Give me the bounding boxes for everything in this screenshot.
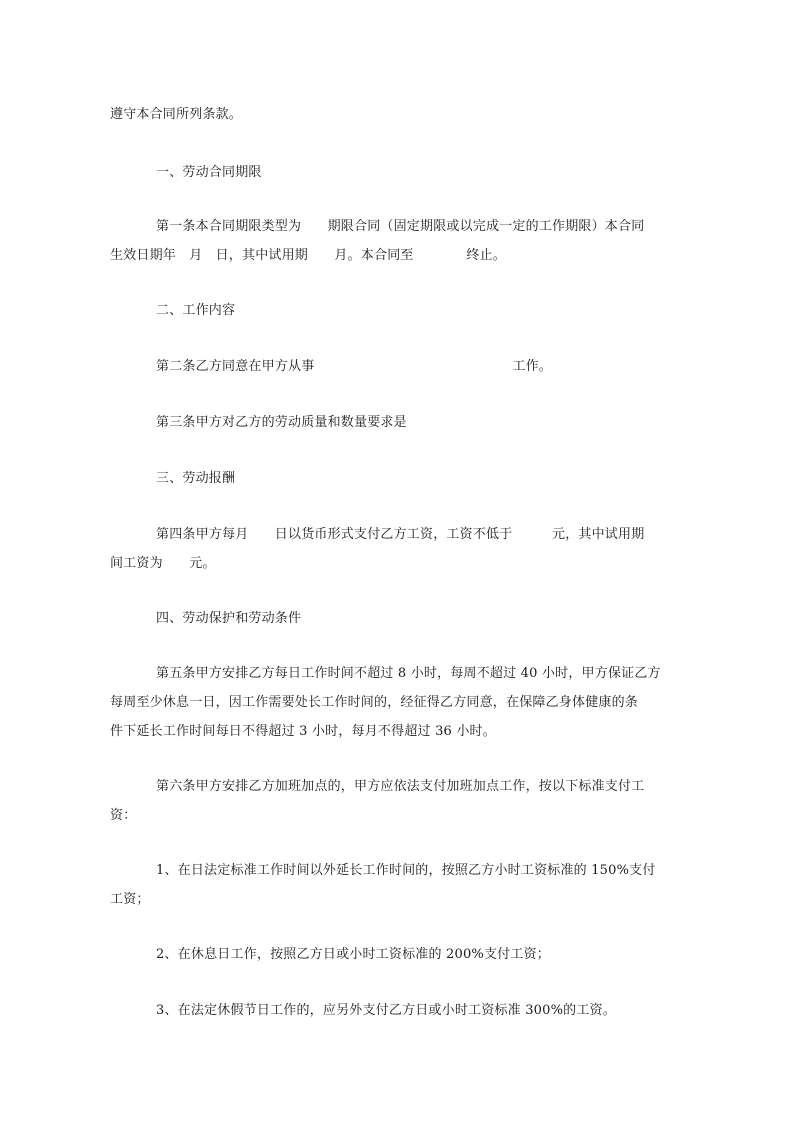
section-heading: 一、劳动合同期限	[156, 165, 262, 180]
text-line: 第一条本合同期限类型为 期限合同（固定期限或以完成一定的工作期限）本合同	[156, 219, 645, 234]
text-line: 第六条甲方安排乙方加班加点的，甲方应依法支付加班加点工作，按以下标准支付工	[156, 779, 645, 794]
text-line: 资：	[110, 808, 137, 823]
text-line: 间工资为 元。	[110, 556, 216, 571]
text-line: 第二条乙方同意在甲方从事 工作。	[156, 359, 553, 374]
list-item: 1、在日法定标准工作时间以外延长工作时间的，按照乙方小时工资标准的 150%支付	[156, 863, 656, 878]
text-line: 生效日期年 月 日，其中试用期 月。本合同至 终止。	[110, 248, 507, 263]
list-item-continuation: 工资；	[110, 892, 150, 907]
section-heading: 二、工作内容	[156, 303, 236, 318]
text-line: 第三条甲方对乙方的劳动质量和数量要求是	[156, 415, 407, 430]
section-heading: 三、劳动报酬	[156, 471, 236, 486]
section-heading: 四、劳动保护和劳动条件	[156, 611, 302, 626]
text-line: 第五条甲方安排乙方每日工作时间不超过 8 小时，每周不超过 40 小时，甲方保证乙方	[156, 666, 661, 681]
text-line: 遵守本合同所列条款。	[110, 107, 243, 122]
list-item: 2、在休息日工作，按照乙方日或小时工资标准的 200%支付工资；	[156, 947, 550, 962]
list-item: 3、在法定休假节日工作的，应另外支付乙方日或小时工资标准 300%的工资。	[156, 1003, 616, 1018]
text-line: 第四条甲方每月 日以货币形式支付乙方工资，工资不低于 元，其中试用期	[156, 527, 645, 542]
text-line: 件下延长工作时间每日不得超过 3 小时，每月不得超过 36 小时。	[110, 724, 496, 739]
text-line: 每周至少休息一日，因工作需要处长工作时间的，经征得乙方同意，在保障乙身体健康的条	[110, 695, 639, 710]
